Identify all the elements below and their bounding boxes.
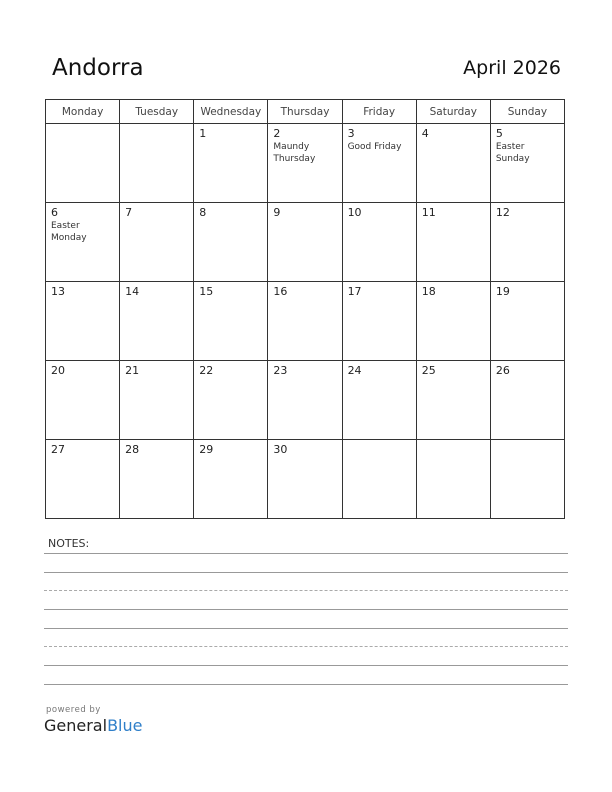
holiday-label: Easter Sunday <box>495 142 530 164</box>
day-cell <box>342 361 416 440</box>
note-line <box>44 609 568 610</box>
notes-label: NOTES: <box>48 537 90 550</box>
note-line <box>44 646 568 647</box>
day-number: 16 <box>273 285 288 298</box>
weekday-header: Thursday <box>268 100 342 124</box>
day-cell <box>46 203 120 282</box>
day-number: 17 <box>347 285 362 298</box>
day-number: 23 <box>273 364 288 377</box>
day-cell <box>46 361 120 440</box>
day-cell <box>490 282 564 361</box>
week-row <box>46 361 565 440</box>
day-cell <box>194 361 268 440</box>
month-title: April 2026 <box>463 57 561 79</box>
weekday-header-row <box>46 100 565 124</box>
note-line <box>44 628 568 629</box>
day-number: 4 <box>421 127 429 140</box>
holiday-label: Maundy Thursday <box>273 142 316 164</box>
weekday-header: Saturday <box>416 100 490 124</box>
holiday-label: Good Friday <box>347 142 402 152</box>
day-number: 10 <box>347 206 362 219</box>
week-row <box>46 124 565 203</box>
day-cell <box>342 124 416 203</box>
day-cell <box>416 440 490 519</box>
day-number: 20 <box>51 364 65 377</box>
weekday-header: Sunday <box>490 100 564 124</box>
day-cell <box>268 440 342 519</box>
day-cell <box>120 361 194 440</box>
calendar-grid <box>45 99 565 519</box>
day-cell <box>120 124 194 203</box>
day-cell <box>268 282 342 361</box>
weekday-header: Wednesday <box>194 100 268 124</box>
day-number: 25 <box>421 364 436 377</box>
day-cell <box>46 124 120 203</box>
day-number: 15 <box>199 285 214 298</box>
day-cell <box>268 361 342 440</box>
day-cell <box>194 440 268 519</box>
day-number: 11 <box>421 206 436 219</box>
weekday-header: Monday <box>46 100 120 124</box>
day-number: 9 <box>273 206 281 219</box>
day-cell <box>342 440 416 519</box>
day-number: 12 <box>495 206 510 219</box>
day-number: 24 <box>347 364 362 377</box>
day-cell <box>416 124 490 203</box>
day-number: 2 <box>273 127 281 140</box>
note-line <box>44 665 568 666</box>
day-number: 28 <box>125 443 140 456</box>
day-cell <box>490 440 564 519</box>
week-row <box>46 440 565 519</box>
powered-by-text: powered by <box>46 705 101 715</box>
day-number: 7 <box>125 206 133 219</box>
day-number: 19 <box>495 285 510 298</box>
holiday-label: Easter Monday <box>51 221 87 243</box>
note-line <box>44 553 568 554</box>
day-cell <box>416 282 490 361</box>
brand-second: Blue <box>107 716 143 735</box>
day-cell <box>268 203 342 282</box>
day-number: 18 <box>421 285 436 298</box>
day-number: 30 <box>273 443 288 456</box>
day-cell <box>120 440 194 519</box>
day-number: 5 <box>495 127 503 140</box>
day-number: 14 <box>125 285 140 298</box>
generalblue-logo <box>44 716 142 735</box>
day-number: 13 <box>51 285 65 298</box>
day-cell <box>342 282 416 361</box>
weekday-header: Friday <box>342 100 416 124</box>
day-number: 8 <box>199 206 207 219</box>
country-title: Andorra <box>52 55 144 81</box>
day-cell <box>194 282 268 361</box>
note-line <box>44 572 568 573</box>
day-cell <box>194 203 268 282</box>
day-cell <box>490 361 564 440</box>
day-number: 1 <box>199 127 207 140</box>
day-cell <box>46 440 120 519</box>
day-cell <box>120 282 194 361</box>
day-cell <box>342 203 416 282</box>
day-cell <box>490 203 564 282</box>
day-number: 6 <box>51 206 58 219</box>
note-line <box>44 684 568 685</box>
brand-first: General <box>44 716 108 735</box>
day-number: 27 <box>51 443 65 456</box>
note-line <box>44 590 568 591</box>
day-number: 21 <box>125 364 140 377</box>
day-number: 3 <box>347 127 355 140</box>
day-cell <box>416 361 490 440</box>
day-cell <box>194 124 268 203</box>
day-cell <box>46 282 120 361</box>
day-cell <box>490 124 564 203</box>
week-row <box>46 282 565 361</box>
day-number: 29 <box>199 443 214 456</box>
day-cell <box>268 124 342 203</box>
week-row <box>46 203 565 282</box>
day-cell <box>416 203 490 282</box>
weekday-header: Tuesday <box>120 100 194 124</box>
day-cell <box>120 203 194 282</box>
day-number: 22 <box>199 364 214 377</box>
day-number: 26 <box>495 364 510 377</box>
